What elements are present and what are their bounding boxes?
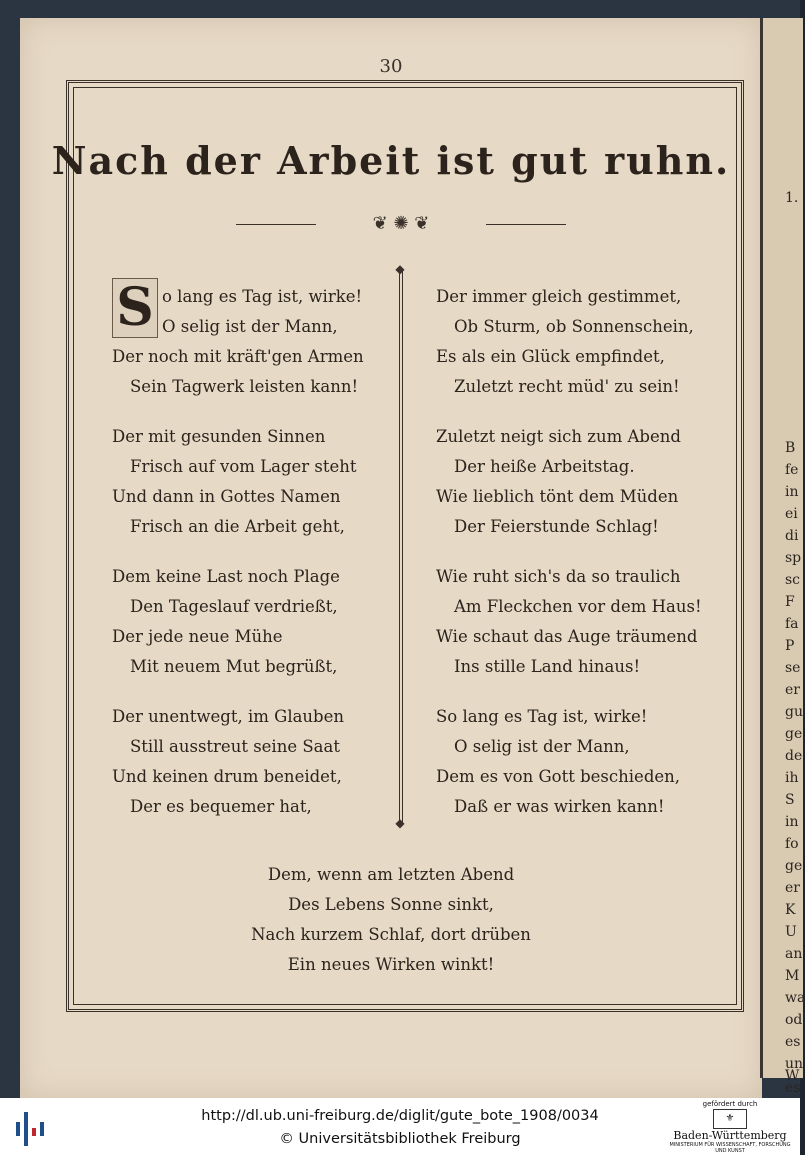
poem-line: Der es bequemer hat, (130, 797, 312, 816)
next-page-text-fragment: M (785, 968, 800, 984)
next-page-text-fragment: ge (785, 858, 803, 874)
page-number: 30 (379, 56, 403, 77)
poem-line: Wie lieblich tönt dem Müden (436, 487, 679, 506)
next-page-text-fragment: fe (785, 462, 799, 478)
divider-cap-bottom: ◆ (395, 816, 405, 830)
poem-line: Still ausstreut seine Saat (130, 737, 340, 756)
next-page-text-fragment: ge (785, 726, 803, 742)
next-page-text-fragment: se (785, 660, 801, 676)
title-ornament (256, 213, 546, 235)
poem-line: Des Lebens Sonne sinkt, (288, 895, 494, 914)
ornamental-initial: S (112, 278, 158, 338)
next-page-text-fragment: in (785, 484, 799, 500)
poem-line: Mit neuem Mut begrüßt, (130, 657, 338, 676)
poem-line: Am Fleckchen vor dem Haus! (454, 597, 702, 616)
next-page-text-fragment: gu (785, 704, 803, 720)
stanza (436, 702, 726, 822)
poem-line: Wie schaut das Auge träumend (436, 627, 698, 646)
next-page-text-fragment: sc (785, 572, 801, 588)
poem-line: Und dann in Gottes Namen (112, 487, 341, 506)
next-page-text-fragment: di (785, 528, 799, 544)
stanza (436, 562, 726, 682)
poem-final-stanza (20, 860, 762, 980)
stanza (112, 562, 382, 682)
poem-line: Frisch auf vom Lager steht (130, 457, 357, 476)
poem-line: Dem, wenn am letzten Abend (267, 865, 515, 884)
poem-line: Der mit gesunden Sinnen (112, 427, 326, 446)
poem-line: Wie ruht sich's da so traulich (436, 567, 681, 586)
next-page-text-fragment: de (785, 748, 803, 764)
next-page-text-fragment: an (785, 946, 803, 962)
next-page-text-fragment: es (785, 1080, 801, 1096)
poem-line: O selig ist der Mann, (162, 317, 338, 336)
next-page-text-fragment: fa (785, 616, 799, 632)
stanza (436, 282, 726, 402)
poem-line: Der Feierstunde Schlag! (454, 517, 659, 536)
poem-line: Der immer gleich gestimmet, (436, 287, 682, 306)
next-page-text-fragment: S (785, 792, 795, 808)
stanza (436, 422, 726, 542)
poem-line: Der heiße Arbeitstag. (454, 457, 635, 476)
book-page (20, 18, 762, 1098)
poem-line: Frisch an die Arbeit geht, (130, 517, 345, 536)
poem-line: Der unentwegt, im Glauben (112, 707, 345, 726)
next-page-text-fragment: er (785, 682, 800, 698)
stanza (112, 422, 382, 542)
next-page-text-fragment: wa (785, 990, 805, 1006)
footer-bar (0, 1098, 800, 1155)
stanza (112, 277, 382, 402)
poem-line: Sein Tagwerk leisten kann! (130, 377, 359, 396)
copyright-text: © Universitätsbibliothek Freiburg (279, 1131, 521, 1147)
coat-of-arms-icon: ⚜ (713, 1109, 747, 1129)
next-page-edge (760, 18, 805, 1096)
divider-cap-top: ◆ (395, 262, 405, 276)
poem-line: Der jede neue Mühe (112, 627, 283, 646)
next-page-text-fragment: es (785, 1034, 801, 1050)
poem-line: Daß er was wirken kann! (454, 797, 665, 816)
document-url-link[interactable]: http://dl.ub.uni-freiburg.de/diglit/gute_bote_1908/0034 (201, 1108, 599, 1124)
next-page-text-fragment: sp (785, 550, 802, 566)
next-page-text-fragment: ih (785, 770, 799, 786)
poem-left-column (112, 277, 382, 842)
poem-line: Und keinen drum beneidet, (112, 767, 342, 786)
next-page-text-fragment: U (785, 924, 797, 940)
next-page-text-fragment: B (785, 440, 796, 456)
next-page-text-fragment: K (785, 902, 796, 918)
poem-line: Nach kurzem Schlaf, dort drüben (251, 925, 531, 944)
next-page-text-fragment: od (785, 1012, 803, 1028)
next-page-text-fragment: W (785, 1068, 800, 1084)
poem-line: Ins stille Land hinaus! (454, 657, 641, 676)
poem-right-column (436, 282, 726, 842)
next-page-text-fragment: un (785, 1056, 804, 1072)
funded-by-label: gefördert durch (702, 1100, 758, 1108)
poem-line: So lang es Tag ist, wirke! (436, 707, 648, 726)
poem-line: Dem keine Last noch Plage (112, 567, 340, 586)
poem-line: Zuletzt neigt sich zum Abend (436, 427, 681, 446)
poem-line: Es als ein Glück empfindet, (436, 347, 665, 366)
next-page-text-fragment: er (785, 880, 800, 896)
poem-line: Ein neues Wirken winkt! (287, 955, 495, 974)
poem-line: Den Tageslauf verdrießt, (130, 597, 338, 616)
next-page-text-fragment: fo (785, 836, 799, 852)
ornament-rule-right (486, 224, 566, 225)
poem-line: O selig ist der Mann, (454, 737, 630, 756)
next-page-text-fragment: in (785, 814, 799, 830)
funder-subtitle: MINISTERIUM FÜR WISSENSCHAFT, FORSCHUNG UND KUNST (669, 1142, 791, 1154)
column-divider (399, 270, 403, 822)
poem-line: Dem es von Gott beschieden, (436, 767, 681, 786)
funder-name: Baden-Württemberg (673, 1129, 787, 1142)
next-page-text-fragment: ei (785, 506, 798, 522)
poem-line: Der noch mit kräft'gen Armen (112, 347, 364, 366)
poem-title: Nach der Arbeit ist gut ruhn. (51, 138, 731, 183)
next-page-text-fragment: F (785, 594, 795, 610)
poem-line: Zuletzt recht müd' zu sein! (454, 377, 680, 396)
next-page-text-fragment: P (785, 638, 795, 654)
poem-line-rest: o lang es Tag ist, wirke! (162, 287, 363, 306)
ornament-rule-left (236, 224, 316, 225)
funder-block (665, 1100, 795, 1154)
stanza (112, 702, 382, 822)
ornament-glyph: ❦ ✺ ❦ (372, 213, 430, 234)
poem-line: Ob Sturm, ob Sonnenschein, (454, 317, 694, 336)
next-page-text-fragment: 1. (785, 190, 799, 206)
